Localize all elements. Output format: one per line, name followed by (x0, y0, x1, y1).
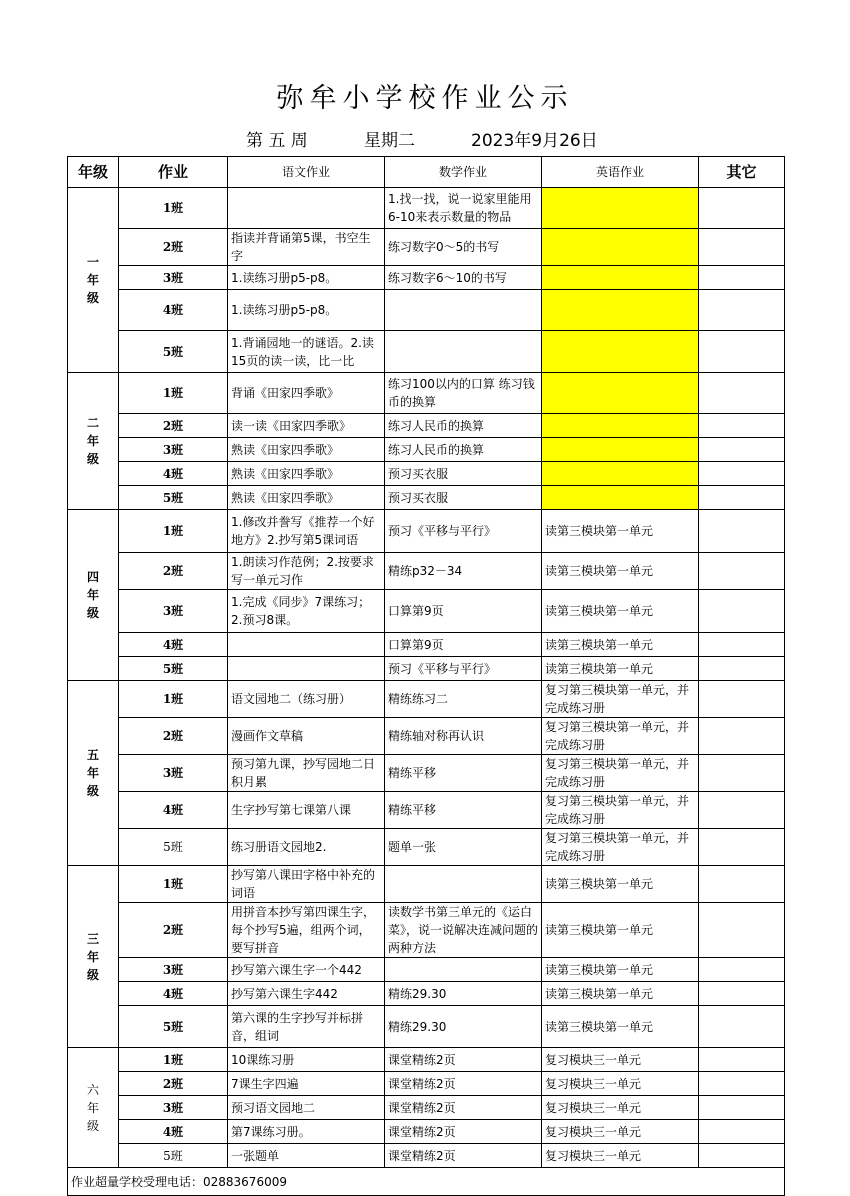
math-homework-cell (385, 290, 542, 331)
table-row (68, 590, 785, 633)
other-homework-cell (699, 982, 785, 1006)
english-homework-cell (542, 331, 699, 373)
chinese-homework-cell: 练习册语文园地2. (228, 829, 385, 866)
table-row (68, 866, 785, 903)
class-label: 4班 (119, 633, 228, 657)
class-label: 1班 (119, 188, 228, 229)
math-homework-cell: 练习人民币的换算 (385, 438, 542, 462)
table-row (68, 755, 785, 792)
table-row (68, 1006, 785, 1048)
grade-char: 级 (86, 606, 99, 620)
chinese-homework-cell: 1.完成《同步》7课练习；2.预习8课。 (228, 590, 385, 633)
math-homework-cell: 课堂精练2页 (385, 1120, 542, 1144)
other-homework-cell (699, 229, 785, 266)
other-homework-cell (699, 331, 785, 373)
math-homework-cell: 精练平移 (385, 792, 542, 829)
grade-char: 级 (86, 967, 99, 982)
grade-char: 年 (86, 949, 99, 964)
header-english: 英语作业 (542, 157, 699, 188)
table-row (68, 1120, 785, 1144)
chinese-homework-cell: 指读并背诵第5课，书空生字 (228, 229, 385, 266)
class-label: 2班 (119, 553, 228, 590)
math-homework-cell: 预习《平移与平行》 (385, 510, 542, 553)
grade-char: 级 (86, 1118, 99, 1133)
grade-char: 五 (86, 748, 99, 762)
other-homework-cell (699, 1096, 785, 1120)
grade-label (68, 373, 119, 510)
english-homework-cell: 读第三模块第一单元 (542, 553, 699, 590)
math-homework-cell: 课堂精练2页 (385, 1144, 542, 1168)
other-homework-cell (699, 1006, 785, 1048)
table-row (68, 188, 785, 229)
header-row (68, 157, 785, 188)
chinese-homework-cell: 1.修改并誊写《推荐一个好地方》2.抄写第5课词语 (228, 510, 385, 553)
class-label: 2班 (119, 718, 228, 755)
grade-char: 级 (86, 784, 99, 798)
class-label: 5班 (119, 331, 228, 373)
chinese-homework-cell (228, 657, 385, 681)
other-homework-cell (699, 290, 785, 331)
chinese-homework-cell: 读一读《田家四季歌》 (228, 414, 385, 438)
english-homework-cell: 复习模块三一单元 (542, 1048, 699, 1072)
header-other: 其它 (699, 157, 785, 188)
class-label: 4班 (119, 1120, 228, 1144)
english-homework-cell: 复习模块三一单元 (542, 1120, 699, 1144)
table-row (68, 982, 785, 1006)
class-label: 4班 (119, 462, 228, 486)
english-homework-cell (542, 462, 699, 486)
other-homework-cell (699, 462, 785, 486)
class-label: 5班 (119, 657, 228, 681)
chinese-homework-cell (228, 188, 385, 229)
chinese-homework-cell: 抄写第八课田字格中补充的词语 (228, 866, 385, 903)
chinese-homework-cell: 7课生字四遍 (228, 1072, 385, 1096)
grade-label (68, 681, 119, 866)
math-homework-cell: 精练29.30 (385, 982, 542, 1006)
class-label: 5班 (119, 1144, 228, 1168)
english-homework-cell: 复习第三模块第一单元，并完成练习册 (542, 681, 699, 718)
english-homework-cell: 复习第三模块第一单元，并完成练习册 (542, 829, 699, 866)
other-homework-cell (699, 958, 785, 982)
english-homework-cell: 读第三模块第一单元 (542, 866, 699, 903)
grade-char: 年 (86, 273, 99, 287)
other-homework-cell (699, 633, 785, 657)
class-label: 3班 (119, 1096, 228, 1120)
chinese-homework-cell: 1.读练习册p5-p8。 (228, 266, 385, 290)
class-label: 1班 (119, 1048, 228, 1072)
english-homework-cell: 复习第三模块第一单元，并完成练习册 (542, 792, 699, 829)
english-homework-cell (542, 290, 699, 331)
other-homework-cell (699, 718, 785, 755)
math-homework-cell: 口算第9页 (385, 590, 542, 633)
class-label: 3班 (119, 590, 228, 633)
header-chinese: 语文作业 (228, 157, 385, 188)
page-title: 弥牟小学校作业公示 (276, 83, 574, 114)
complaint-hotline: 作业超量学校受理电话：02883676009 (68, 1168, 785, 1196)
other-homework-cell (699, 266, 785, 290)
math-homework-cell: 精练平移 (385, 755, 542, 792)
chinese-homework-cell: 1.读练习册p5-p8。 (228, 290, 385, 331)
grade-char: 年 (86, 1100, 99, 1115)
table-row (68, 657, 785, 681)
class-label: 3班 (119, 266, 228, 290)
english-homework-cell: 读第三模块第一单元 (542, 633, 699, 657)
math-homework-cell: 课堂精练2页 (385, 1048, 542, 1072)
class-label: 2班 (119, 229, 228, 266)
other-homework-cell (699, 438, 785, 462)
other-homework-cell (699, 510, 785, 553)
class-label: 4班 (119, 792, 228, 829)
other-homework-cell (699, 755, 785, 792)
grade-char: 三 (86, 931, 99, 946)
grade-label (68, 1048, 119, 1168)
grade-char: 年 (86, 434, 99, 448)
math-homework-cell: 1.找一找，说一说家里能用6-10来表示数量的物品 (385, 188, 542, 229)
table-row (68, 510, 785, 553)
table-row (68, 718, 785, 755)
chinese-homework-cell: 背诵《田家四季歌》 (228, 373, 385, 414)
english-homework-cell (542, 438, 699, 462)
chinese-homework-cell: 10课练习册 (228, 1048, 385, 1072)
other-homework-cell (699, 188, 785, 229)
other-homework-cell (699, 414, 785, 438)
grade-char: 二 (86, 416, 99, 430)
class-label: 5班 (119, 1006, 228, 1048)
class-label: 2班 (119, 903, 228, 958)
class-label: 1班 (119, 681, 228, 718)
other-homework-cell (699, 829, 785, 866)
english-homework-cell: 复习模块三一单元 (542, 1144, 699, 1168)
math-homework-cell: 练习数字6～10的书写 (385, 266, 542, 290)
other-homework-cell (699, 486, 785, 510)
table-row (68, 462, 785, 486)
math-homework-cell: 题单一张 (385, 829, 542, 866)
table-row (68, 681, 785, 718)
grade-label (68, 866, 119, 1048)
math-homework-cell: 读数学书第三单元的《运白菜》，说一说解决连减问题的两种方法 (385, 903, 542, 958)
chinese-homework-cell: 用拼音本抄写第四课生字，每个抄写5遍，组两个词，要写拼音 (228, 903, 385, 958)
english-homework-cell (542, 188, 699, 229)
other-homework-cell (699, 657, 785, 681)
date-label: 2023年9月26日 (471, 131, 598, 151)
chinese-homework-cell: 一张题单 (228, 1144, 385, 1168)
table-row (68, 290, 785, 331)
chinese-homework-cell: 1.背诵园地一的谜语。2.读15页的读一读，比一比 (228, 331, 385, 373)
english-homework-cell: 读第三模块第一单元 (542, 903, 699, 958)
english-homework-cell: 读第三模块第一单元 (542, 510, 699, 553)
math-homework-cell: 课堂精练2页 (385, 1096, 542, 1120)
other-homework-cell (699, 553, 785, 590)
math-homework-cell: 精练练习二 (385, 681, 542, 718)
week-label: 第 五 周 (246, 131, 308, 151)
math-homework-cell: 练习100以内的口算 练习钱币的换算 (385, 373, 542, 414)
english-homework-cell (542, 486, 699, 510)
header-math: 数学作业 (385, 157, 542, 188)
english-homework-cell: 读第三模块第一单元 (542, 958, 699, 982)
chinese-homework-cell: 熟读《田家四季歌》 (228, 486, 385, 510)
header-grade: 年级 (68, 157, 119, 188)
math-homework-cell (385, 866, 542, 903)
class-label: 5班 (119, 486, 228, 510)
chinese-homework-cell: 熟读《田家四季歌》 (228, 438, 385, 462)
table-row (68, 958, 785, 982)
other-homework-cell (699, 866, 785, 903)
math-homework-cell: 预习买衣服 (385, 462, 542, 486)
english-homework-cell: 复习模块三一单元 (542, 1072, 699, 1096)
class-label: 2班 (119, 414, 228, 438)
english-homework-cell: 读第三模块第一单元 (542, 1006, 699, 1048)
math-homework-cell (385, 331, 542, 373)
chinese-homework-cell: 抄写第六课生字一个442 (228, 958, 385, 982)
table-row (68, 1072, 785, 1096)
math-homework-cell: 预习买衣服 (385, 486, 542, 510)
math-homework-cell (385, 958, 542, 982)
table-row (68, 633, 785, 657)
header-homework: 作业 (119, 157, 228, 188)
english-homework-cell: 读第三模块第一单元 (542, 982, 699, 1006)
english-homework-cell (542, 266, 699, 290)
homework-table (67, 156, 785, 1196)
other-homework-cell (699, 1048, 785, 1072)
footer-row (68, 1168, 785, 1196)
english-homework-cell (542, 229, 699, 266)
other-homework-cell (699, 373, 785, 414)
table-row (68, 1048, 785, 1072)
english-homework-cell: 复习第三模块第一单元，并完成练习册 (542, 755, 699, 792)
other-homework-cell (699, 590, 785, 633)
table-row (68, 1144, 785, 1168)
class-label: 3班 (119, 958, 228, 982)
other-homework-cell (699, 681, 785, 718)
other-homework-cell (699, 792, 785, 829)
class-label: 2班 (119, 1072, 228, 1096)
grade-label (68, 188, 119, 373)
other-homework-cell (699, 1072, 785, 1096)
english-homework-cell (542, 414, 699, 438)
other-homework-cell (699, 1120, 785, 1144)
chinese-homework-cell: 漫画作文草稿 (228, 718, 385, 755)
grade-char: 级 (86, 452, 99, 466)
class-label: 4班 (119, 290, 228, 331)
grade-char: 一 (86, 255, 99, 269)
math-homework-cell: 课堂精练2页 (385, 1072, 542, 1096)
other-homework-cell (699, 903, 785, 958)
chinese-homework-cell: 预习第九课，抄写园地二日积月累 (228, 755, 385, 792)
math-homework-cell: 精练轴对称再认识 (385, 718, 542, 755)
chinese-homework-cell: 1.朗读习作范例；2.按要求写一单元习作 (228, 553, 385, 590)
weekday-label: 星期二 (364, 131, 415, 151)
table-row (68, 486, 785, 510)
english-homework-cell (542, 373, 699, 414)
chinese-homework-cell: 语文园地二（练习册） (228, 681, 385, 718)
table-row (68, 553, 785, 590)
chinese-homework-cell: 第六课的生字抄写并标拼音，组词 (228, 1006, 385, 1048)
class-label: 1班 (119, 373, 228, 414)
table-row (68, 266, 785, 290)
class-label: 1班 (119, 866, 228, 903)
other-homework-cell (699, 1144, 785, 1168)
grade-char: 级 (86, 291, 99, 305)
grade-label (68, 510, 119, 681)
table-row (68, 792, 785, 829)
chinese-homework-cell: 第7课练习册。 (228, 1120, 385, 1144)
math-homework-cell: 口算第9页 (385, 633, 542, 657)
class-label: 3班 (119, 755, 228, 792)
chinese-homework-cell (228, 633, 385, 657)
grade-char: 年 (86, 588, 99, 602)
class-label: 1班 (119, 510, 228, 553)
grade-char: 年 (86, 766, 99, 780)
english-homework-cell: 读第三模块第一单元 (542, 590, 699, 633)
table-row (68, 414, 785, 438)
table-row (68, 438, 785, 462)
grade-char: 四 (86, 570, 99, 584)
english-homework-cell: 读第三模块第一单元 (542, 657, 699, 681)
math-homework-cell: 预习《平移与平行》 (385, 657, 542, 681)
math-homework-cell: 精练p32－34 (385, 553, 542, 590)
table-row (68, 829, 785, 866)
chinese-homework-cell: 生字抄写第七课第八课 (228, 792, 385, 829)
table-row (68, 373, 785, 414)
class-label: 5班 (119, 829, 228, 866)
table-row (68, 903, 785, 958)
table-row (68, 229, 785, 266)
english-homework-cell: 复习第三模块第一单元，并完成练习册 (542, 718, 699, 755)
table-row (68, 1096, 785, 1120)
grade-char: 六 (86, 1082, 99, 1097)
english-homework-cell: 复习模块三一单元 (542, 1096, 699, 1120)
chinese-homework-cell: 熟读《田家四季歌》 (228, 462, 385, 486)
chinese-homework-cell: 预习语文园地二 (228, 1096, 385, 1120)
math-homework-cell: 精练29.30 (385, 1006, 542, 1048)
math-homework-cell: 练习人民币的换算 (385, 414, 542, 438)
chinese-homework-cell: 抄写第六课生字442 (228, 982, 385, 1006)
table-row (68, 331, 785, 373)
math-homework-cell: 练习数字0～5的书写 (385, 229, 542, 266)
class-label: 3班 (119, 438, 228, 462)
class-label: 4班 (119, 982, 228, 1006)
